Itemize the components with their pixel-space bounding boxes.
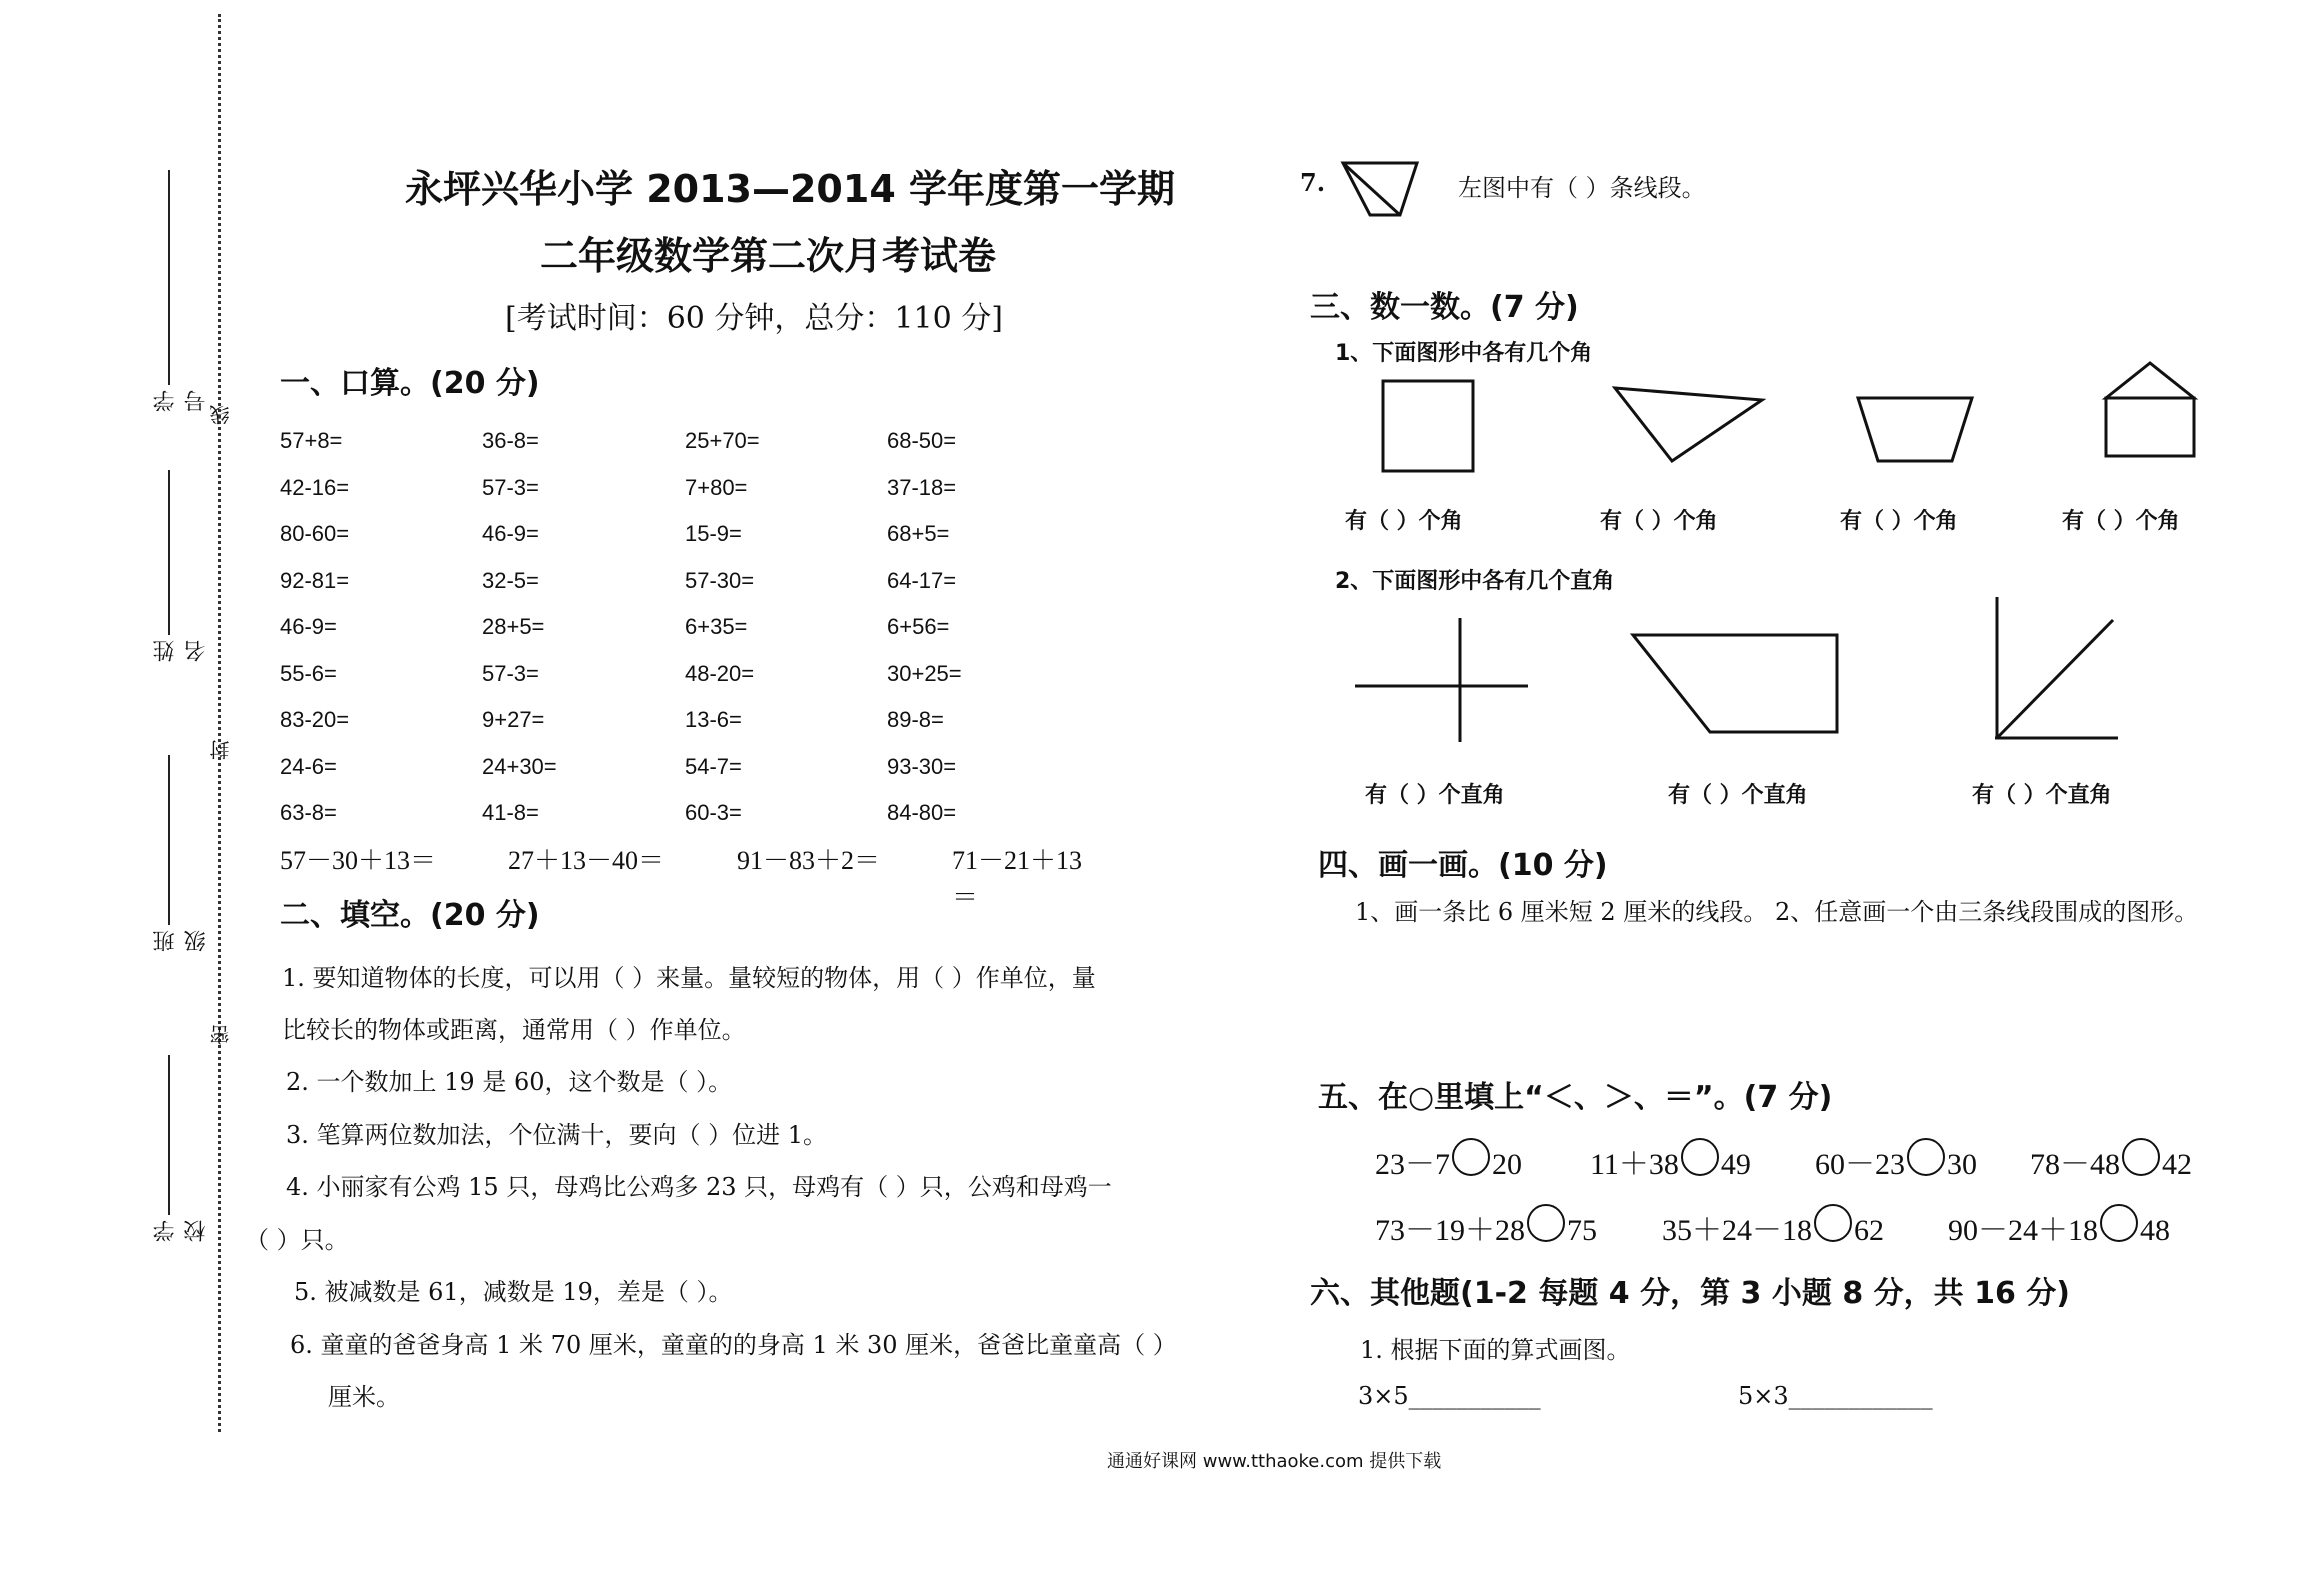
compare-item: 11＋38 49	[1590, 1138, 1751, 1183]
fill-q7-text: 左图中有（ ）条线段。	[1458, 174, 1706, 202]
mixed-calc-item: 57－30＋13＝	[280, 846, 437, 875]
calc-item: 7+80=	[685, 474, 748, 500]
section2-heading: 二、填空。(20 分)	[280, 898, 540, 933]
calc-item: 37-18=	[887, 474, 957, 500]
exam-title-line1: 永坪兴华小学 2013—2014 学年度第一学期	[405, 167, 1175, 211]
calc-item: 55-6=	[280, 660, 337, 686]
count-angles-prompt: 1、下面图形中各有几个角	[1335, 341, 1593, 366]
compare-item: 23－7 20	[1375, 1138, 1522, 1183]
right-angle-answer-trapezoid: 有（ ）个直角	[1668, 783, 1808, 808]
seal-char-feng: 封	[209, 740, 233, 760]
calc-item: 46-9=	[482, 521, 539, 546]
fill-q6-line2: 厘米。	[328, 1383, 400, 1411]
calc-item: 25+70=	[685, 428, 760, 453]
cross-lines-figure	[1355, 618, 1530, 743]
compare-circle[interactable]	[1907, 1138, 1945, 1176]
trapezoid-figure	[1855, 395, 1975, 465]
school-label: 学校	[153, 1220, 209, 1242]
calc-item: 89-8=	[887, 707, 944, 732]
calc-item: 6+56=	[887, 614, 950, 639]
angle-answer-trapezoid: 有（ ）个角	[1840, 509, 1958, 534]
right-angle-answer-cross: 有（ ）个直角	[1365, 783, 1505, 808]
compare-item: 90－24＋18 48	[1948, 1204, 2170, 1249]
angle-lines-figure	[1990, 595, 2120, 740]
right-angle-answer-lines: 有（ ）个直角	[1972, 783, 2112, 808]
seal-char-xian: 线	[209, 405, 233, 425]
fill-q6-line1: 6. 童童的爸爸身高 1 米 70 厘米，童童的的身高 1 米 30 厘米，爸爸比童童高（ ）	[290, 1331, 1177, 1359]
calc-item: 57-30=	[685, 567, 755, 593]
calc-item: 68+5=	[887, 521, 950, 546]
draw-from-equation-prompt: 1. 根据下面的算式画图。	[1360, 1336, 1631, 1364]
triangle-figure	[1612, 385, 1772, 465]
count-right-angles-prompt: 2、下面图形中各有几个直角	[1335, 569, 1615, 594]
calc-item: 46-9=	[280, 614, 337, 639]
compare-circle[interactable]	[2122, 1138, 2160, 1176]
exam-title-line2: 二年级数学第二次月考试卷	[540, 234, 997, 278]
calc-item: 41-8=	[482, 800, 539, 825]
fill-q7-number: 7.	[1300, 168, 1326, 197]
binding-dotted-line	[218, 14, 221, 1432]
calc-item: 36-8=	[482, 428, 539, 453]
mixed-calc-item: 71－21＋13＝	[952, 846, 1083, 912]
calc-item: 84-80=	[887, 800, 957, 825]
fill-q5: 5. 被减数是 61，减数是 19，差是（ ）。	[294, 1278, 733, 1306]
calc-item: 24+30=	[482, 753, 557, 779]
angle-answer-square: 有（ ）个角	[1345, 509, 1463, 534]
calc-item: 30+25=	[887, 660, 962, 686]
class-label: 班级	[153, 930, 209, 952]
angle-answer-house: 有（ ）个角	[2062, 509, 2180, 534]
fill-q1-line2: 比较长的物体或距离，通常用（ ）作单位。	[282, 1016, 746, 1044]
compare-item: 78－48 42	[2030, 1138, 2192, 1183]
compare-circle[interactable]	[1681, 1138, 1719, 1176]
exam-info: [考试时间：60 分钟，总分：110 分]	[505, 301, 1003, 336]
calc-item: 68-50=	[887, 428, 957, 453]
footer-source: 通通好课网 www.tthaoke.com 提供下载	[1107, 1451, 1442, 1472]
section4-heading: 四、画一画。(10 分)	[1318, 848, 1608, 883]
section6-heading: 六、其他题(1-2 每题 4 分，第 3 小题 8 分，共 16 分)	[1310, 1276, 2070, 1311]
trapezoid-lines-figure	[1340, 160, 1420, 220]
fill-q2: 2. 一个数加上 19 是 60，这个数是（ ）。	[286, 1068, 733, 1096]
drawing-task-text: 1、画一条比 6 厘米短 2 厘米的线段。 2、任意画一个由三条线段围成的图形。	[1355, 898, 2199, 926]
calc-item: 63-8=	[280, 800, 337, 825]
calc-item: 42-16=	[280, 474, 350, 500]
section1-heading: 一、口算。(20 分)	[280, 366, 540, 401]
fill-q1-line1: 1. 要知道物体的长度，可以用（ ）来量。量较短的物体，用（ ）作单位，量	[282, 964, 1096, 992]
mixed-calc-item: 91－83＋2＝	[737, 846, 881, 875]
calc-item: 54-7=	[685, 753, 742, 779]
compare-circle[interactable]	[2100, 1204, 2138, 1242]
calc-item: 48-20=	[685, 660, 755, 686]
calc-item: 13-6=	[685, 707, 742, 732]
square-figure	[1380, 378, 1475, 473]
section3-heading: 三、数一数。(7 分)	[1310, 290, 1579, 325]
name-label: 姓名	[153, 640, 209, 662]
house-figure	[2100, 360, 2200, 460]
calc-item: 15-9=	[685, 521, 742, 546]
calc-item: 92-81=	[280, 567, 350, 593]
calc-item: 57-3=	[482, 660, 539, 686]
calc-item: 57+8=	[280, 428, 343, 453]
compare-item: 60－23 30	[1815, 1138, 1977, 1183]
calc-item: 93-30=	[887, 753, 957, 779]
compare-circle[interactable]	[1814, 1204, 1852, 1242]
mixed-calc-item: 27＋13－40＝	[508, 846, 665, 875]
compare-item: 35＋24－18 62	[1662, 1204, 1884, 1249]
section5-heading: 五、在○里填上“＜、＞、＝”。(7 分)	[1318, 1080, 1833, 1115]
student-id-label: 学号	[153, 390, 209, 412]
calc-item: 28+5=	[482, 614, 545, 639]
fill-q4-line1: 4. 小丽家有公鸡 15 只，母鸡比公鸡多 23 只，母鸡有（ ）只，公鸡和母鸡一	[286, 1173, 1112, 1201]
fill-q4-line2: （ ）只。	[245, 1226, 349, 1254]
calc-item: 83-20=	[280, 707, 350, 732]
calc-item: 6+35=	[685, 614, 748, 639]
compare-circle[interactable]	[1452, 1138, 1490, 1176]
calc-item: 60-3=	[685, 800, 742, 825]
equation-5x3[interactable]: 5×3____________	[1738, 1382, 1933, 1410]
calc-item: 32-5=	[482, 567, 539, 593]
compare-circle[interactable]	[1527, 1204, 1565, 1242]
calc-item: 9+27=	[482, 707, 545, 732]
compare-item: 73－19＋28 75	[1375, 1204, 1597, 1249]
fill-q3: 3. 笔算两位数加法，个位满十，要向（ ）位进 1。	[286, 1121, 828, 1149]
angle-answer-triangle: 有（ ）个角	[1600, 509, 1718, 534]
calc-item: 24-6=	[280, 753, 337, 779]
calc-item: 64-17=	[887, 567, 957, 593]
right-trapezoid-figure	[1630, 632, 1840, 737]
seal-char-mi: 密	[209, 1025, 233, 1045]
calc-item: 57-3=	[482, 474, 539, 500]
equation-3x5[interactable]: 3×5___________	[1358, 1382, 1541, 1410]
calc-item: 80-60=	[280, 521, 350, 546]
